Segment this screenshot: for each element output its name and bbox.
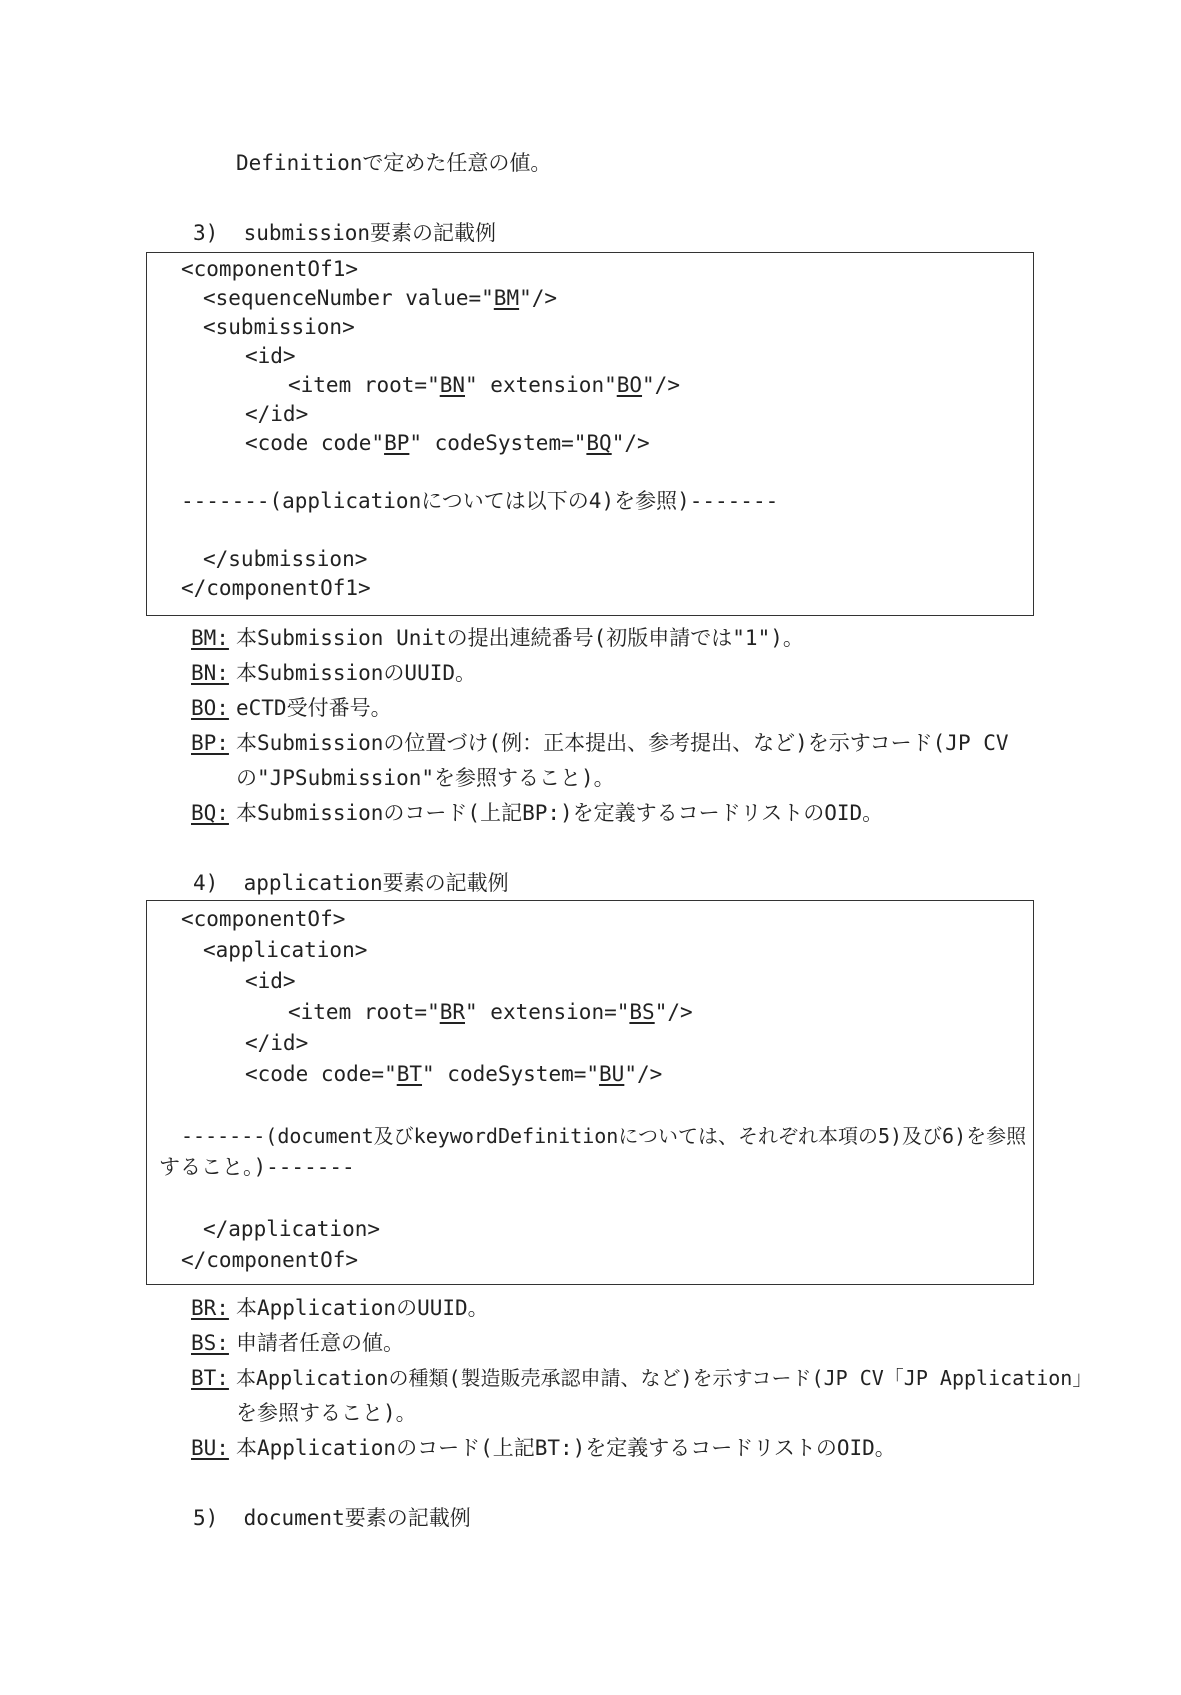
note-text-continued: の"JPSubmission"を参照すること)。 bbox=[236, 766, 615, 790]
code-line: <submission> bbox=[203, 315, 355, 339]
note-text: 本Applicationの種類(製造販売承認申請、など)を示すコード(JP CV「JP Application」 bbox=[236, 1366, 1093, 1390]
note-text: 本Submission Unitの提出連続番号(初版申請では"1")。 bbox=[236, 626, 804, 650]
code-line: -------(applicationについては以下の4)を参照)------- bbox=[181, 489, 779, 513]
code-line: </submission> bbox=[203, 547, 368, 571]
section5-heading: 5) document要素の記載例 bbox=[193, 1506, 471, 1530]
code-line: <id> bbox=[245, 969, 296, 993]
code-line: <sequenceNumber value="BM"/> bbox=[203, 286, 558, 310]
code-line: すること。)------- bbox=[159, 1155, 355, 1179]
note-text: 本Applicationのコード(上記BT:)を定義するコードリストのOID。 bbox=[236, 1436, 896, 1460]
code-line: </application> bbox=[203, 1217, 381, 1241]
note-text: 申請者任意の値。 bbox=[236, 1331, 404, 1355]
note-key: BT: bbox=[191, 1366, 229, 1390]
note-text: 本SubmissionのUUID。 bbox=[236, 661, 477, 685]
note-text: 本Submissionの位置づけ(例：正本提出、参考提出、など)を示すコード(JP CV bbox=[236, 731, 1009, 755]
code-line: <code code="BT" codeSystem="BU"/> bbox=[245, 1062, 663, 1086]
code-line: <componentOf> bbox=[181, 907, 346, 931]
section3-heading: 3) submission要素の記載例 bbox=[193, 221, 497, 245]
code-line: -------(document及びkeywordDefinitionについては、それぞれ本項の5)及び6)を参照 bbox=[181, 1124, 1027, 1148]
note-key: BU: bbox=[191, 1436, 229, 1460]
note-key: BM: bbox=[191, 626, 229, 650]
code-line: <componentOf1> bbox=[181, 257, 359, 281]
note-key: BN: bbox=[191, 661, 229, 685]
note-key: BS: bbox=[191, 1331, 229, 1355]
note-key: BO: bbox=[191, 696, 229, 720]
code-line: </componentOf> bbox=[181, 1248, 359, 1272]
code-line: <code code"BP" codeSystem="BQ"/> bbox=[245, 431, 650, 455]
code-line: </id> bbox=[245, 402, 309, 426]
code-line: <item root="BR" extension="BS"/> bbox=[288, 1000, 693, 1024]
code-line: </componentOf1> bbox=[181, 576, 371, 600]
section4-heading: 4) application要素の記載例 bbox=[193, 871, 509, 895]
note-key: BR: bbox=[191, 1296, 229, 1320]
note-key: BP: bbox=[191, 731, 229, 755]
code-line: <application> bbox=[203, 938, 368, 962]
note-text: 本ApplicationのUUID。 bbox=[236, 1296, 489, 1320]
note-text-continued: を参照すること)。 bbox=[236, 1401, 417, 1425]
code-line: <id> bbox=[245, 344, 296, 368]
code-line: </id> bbox=[245, 1031, 309, 1055]
section3-code-box bbox=[146, 252, 1034, 616]
note-text: eCTD受付番号。 bbox=[236, 696, 392, 720]
intro-text: Definitionで定めた任意の値。 bbox=[236, 151, 552, 175]
note-key: BQ: bbox=[191, 801, 229, 825]
section4-code-box bbox=[146, 900, 1034, 1285]
code-line: <item root="BN" extension"BO"/> bbox=[288, 373, 680, 397]
note-text: 本Submissionのコード(上記BP:)を定義するコードリストのOID。 bbox=[236, 801, 884, 825]
